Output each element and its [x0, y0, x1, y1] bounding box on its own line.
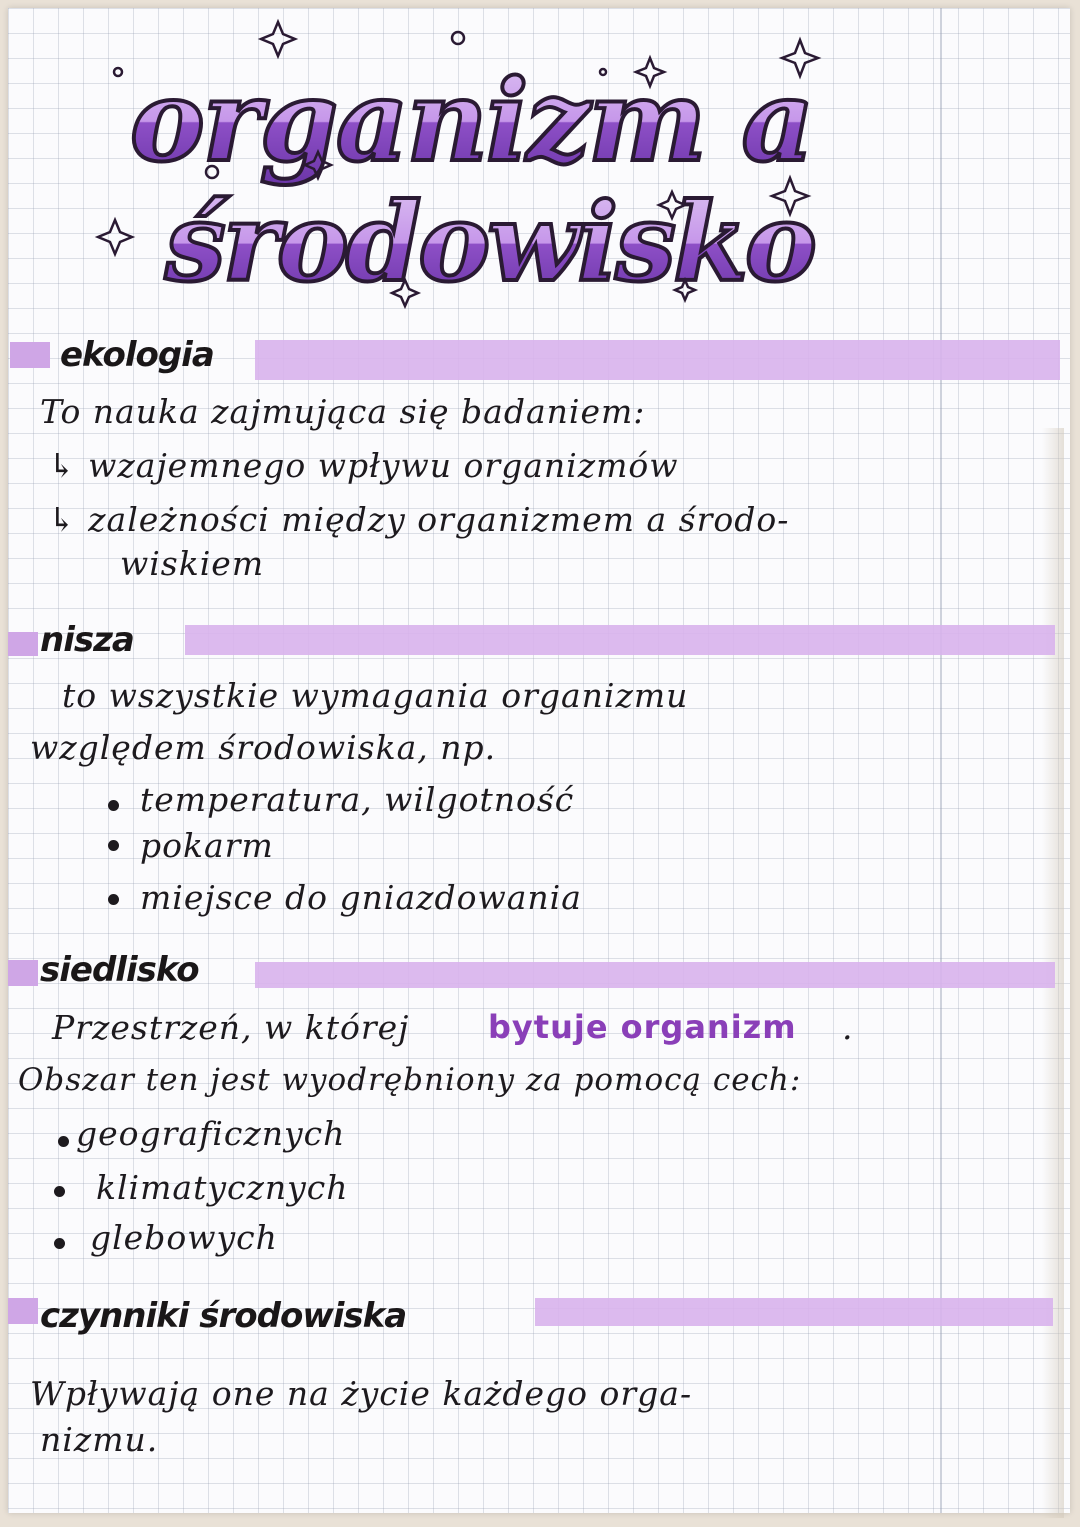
text-line: wiskiem: [120, 544, 265, 583]
list-item: glebowych: [90, 1218, 278, 1257]
heading-highlight: [535, 1298, 1053, 1326]
text-line: To nauka zajmująca się badaniem:: [40, 392, 646, 431]
highlight-stub: [8, 632, 38, 656]
dot-icon: [452, 32, 464, 44]
bullet-dot: [108, 800, 119, 811]
bullet-dot: [54, 1238, 65, 1249]
highlight-stub: [8, 1298, 38, 1324]
sparkle-icon: [98, 220, 132, 254]
title-line-1: organizm a: [130, 56, 813, 187]
text-line: ↳ wzajemnego wpływu organizmów: [48, 446, 679, 485]
bullet-dot: [58, 1136, 69, 1147]
title-line-2: środowisko: [165, 180, 814, 306]
text-line: Obszar ten jest wyodrębniony za pomocą cech:: [18, 1062, 802, 1098]
bullet-dot: [108, 840, 119, 851]
highlight-stub: [8, 960, 38, 986]
heading-highlight: [255, 340, 1060, 380]
list-item: miejsce do gniazdowania: [140, 878, 582, 917]
text-line: Przestrzeń, w której: [52, 1008, 410, 1047]
text-line: Wpływają one na życie każdego orga-: [30, 1374, 693, 1413]
text-line: względem środowiska, np.: [30, 728, 497, 767]
title-graphic: [0, 0, 1080, 320]
dot-icon: [114, 68, 122, 76]
text-line-period: .: [842, 1008, 854, 1047]
sparkle-icon: [261, 22, 295, 56]
bullet-dot: [54, 1186, 65, 1197]
heading-czynniki-srodowiska: czynniki środowiska: [40, 1296, 407, 1336]
list-item: geograficznych: [76, 1114, 346, 1153]
heading-nisza: nisza: [40, 620, 134, 660]
list-item: klimatycznych: [96, 1168, 349, 1207]
heading-highlight: [185, 625, 1055, 655]
highlight-stub: [10, 342, 50, 368]
highlighted-term: bytuje organizm: [488, 1008, 797, 1046]
list-item: pokarm: [140, 826, 274, 865]
text-line: ↳ zależności między organizmem a środo-: [48, 500, 790, 539]
heading-ekologia: ekologia: [60, 335, 214, 375]
text-line: to wszystkie wymagania organizmu: [62, 676, 689, 715]
text-line: nizmu.: [40, 1420, 159, 1459]
heading-siedlisko: siedlisko: [40, 950, 199, 990]
bullet-dot: [108, 894, 119, 905]
heading-highlight: [255, 962, 1055, 988]
list-item: temperatura, wilgotność: [140, 780, 575, 819]
